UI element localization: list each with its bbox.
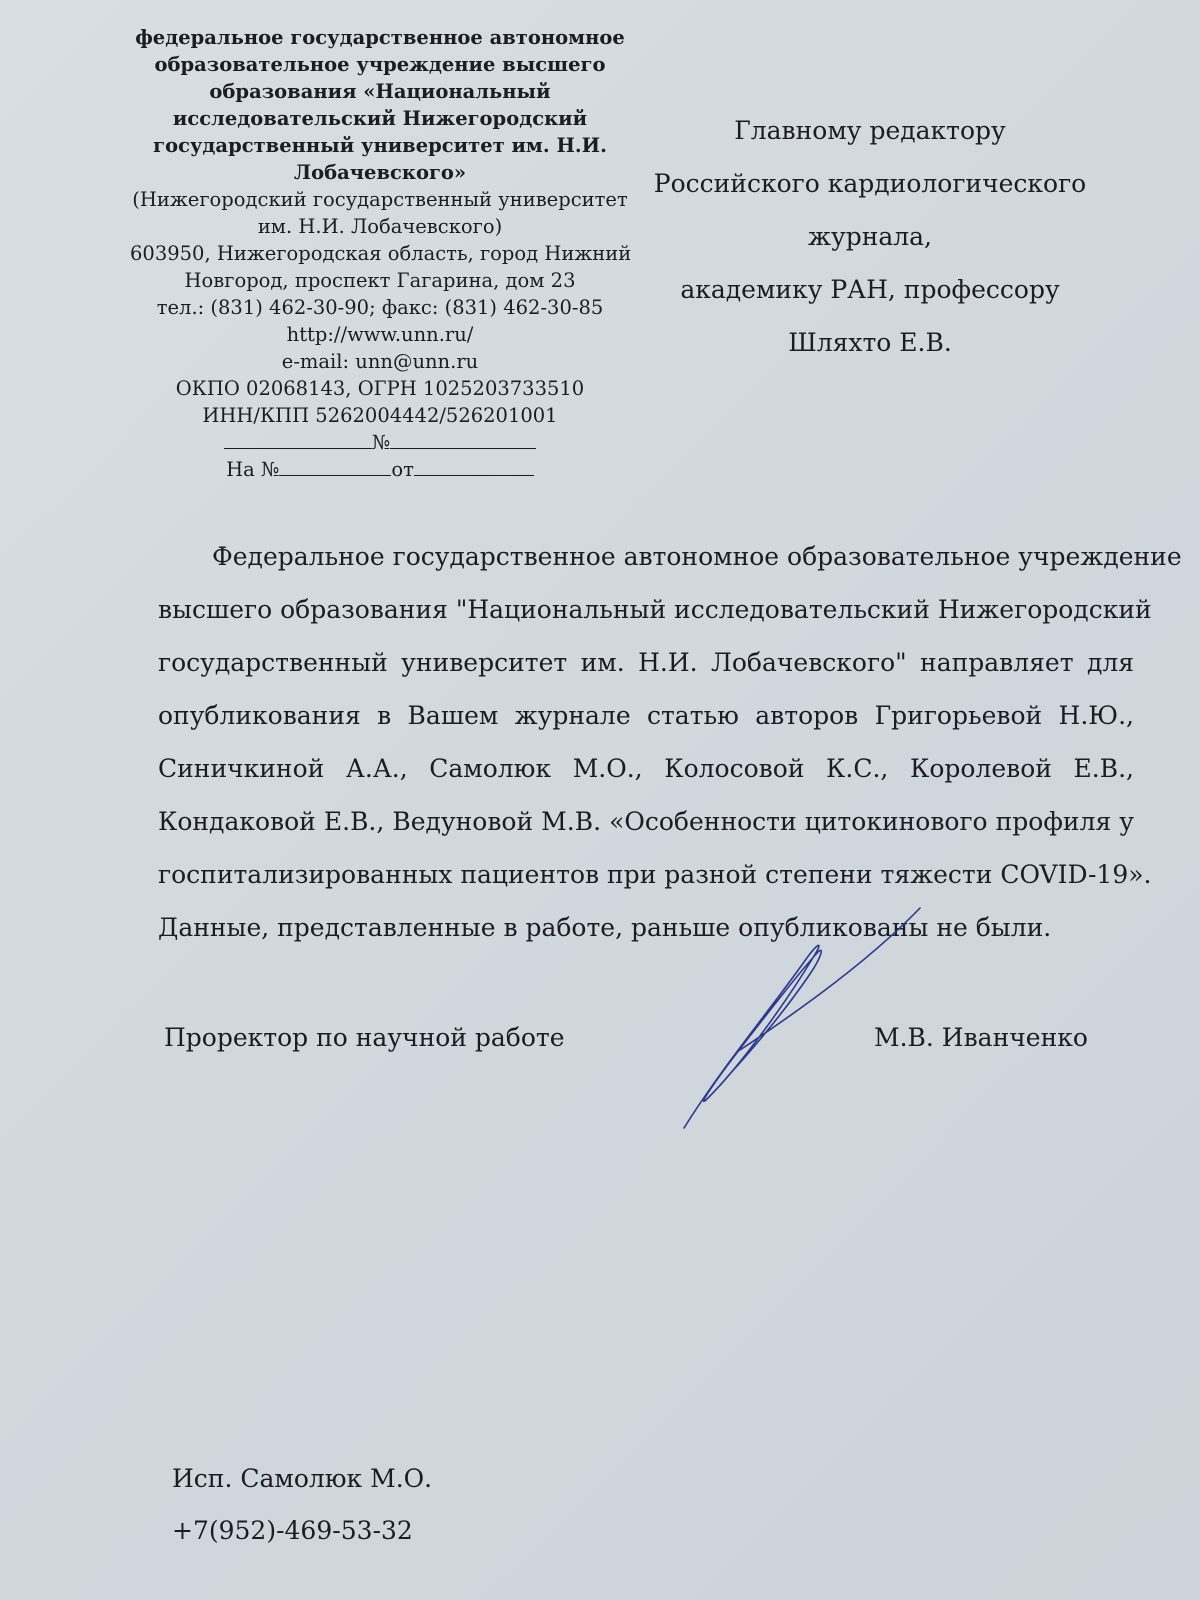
letterhead-address: Новгород, проспект Гагарина, дом 23 [184, 269, 576, 292]
letterhead-inn-kpp: ИНН/КПП 5262004442/526201001 [202, 404, 558, 427]
letterhead-org-line: государственный университет им. Н.И. [153, 134, 607, 157]
letterhead-org-line: федеральное государственное автономное [135, 26, 625, 49]
letterhead-okpo-ogrn: ОКПО 02068143, ОГРН 1025203733510 [175, 377, 585, 400]
handwritten-signature [680, 900, 960, 1150]
body-line: Данные, представленные в работе, раньше опубликованы не были. [158, 913, 1052, 942]
body-line: опубликования в Вашем журнале статью авторов Григорьевой Н.Ю., [158, 701, 1134, 730]
reference-number-blank [279, 457, 391, 476]
executor-block [172, 1453, 432, 1557]
reference-date-blank [414, 457, 534, 476]
reference-line [130, 456, 630, 483]
letterhead-org-line: образования «Национальный [209, 80, 551, 103]
body-line: госпитализированных пациентов при разной степени тяжести COVID-19». [158, 860, 1152, 889]
recipient-line: Шляхто Е.В. [788, 328, 952, 357]
letterhead-org-line: образовательное учреждение высшего [154, 53, 606, 76]
letterhead-email: e-mail: unn@unn.ru [281, 350, 479, 373]
reference-from-label: от [391, 458, 414, 481]
body-line: Федеральное государственное автономное образовательное учреждение [212, 542, 1182, 571]
recipient-line: Российского кардиологического [653, 169, 1087, 198]
recipient-block [640, 104, 1100, 369]
body-line: Синичкиной А.А., Самолюк М.О., Колосовой К.С., Королевой Е.В., [158, 754, 1134, 783]
recipient-line: академику РАН, профессору [680, 275, 1060, 304]
letterhead-website: http://www.unn.ru/ [286, 323, 474, 346]
recipient-line: журнала, [807, 222, 932, 251]
executor-name: Исп. Самолюк М.О. [172, 1464, 433, 1493]
letterhead-phone-fax: тел.: (831) 462-30-90; факс: (831) 462-30-85 [156, 296, 604, 319]
body-line: высшего образования "Национальный исследовательский Нижегородский [158, 595, 1152, 624]
letterhead-short-name: им. Н.И. Лобачевского) [257, 215, 503, 238]
letter-body [158, 530, 1182, 954]
letterhead-org-line: Лобачевского» [293, 161, 467, 184]
letterhead [130, 24, 630, 483]
body-line: Кондаковой Е.В., Ведуновой М.В. «Особенности цитокинового профиля у [158, 807, 1134, 836]
reference-label: На № [226, 458, 280, 481]
letterhead-short-name: (Нижегородский государственный университет [132, 188, 628, 211]
outgoing-number-line [130, 429, 630, 456]
number-sign: № [371, 431, 391, 454]
executor-phone: +7(952)-469-53-32 [172, 1516, 413, 1545]
outgoing-date-blank [390, 430, 536, 449]
recipient-line: Главному редактору [734, 116, 1006, 145]
letterhead-org-line: исследовательский Нижегородский [172, 107, 588, 130]
signatory-title: Проректор по научной работе [164, 1023, 565, 1052]
outgoing-number-blank [224, 430, 372, 449]
signatory-name: М.В. Иванченко [874, 1023, 1088, 1052]
body-line: государственный университет им. Н.И. Лобачевского" направляет для [158, 648, 1134, 677]
letterhead-address: 603950, Нижегородская область, город Нижний [130, 242, 632, 265]
